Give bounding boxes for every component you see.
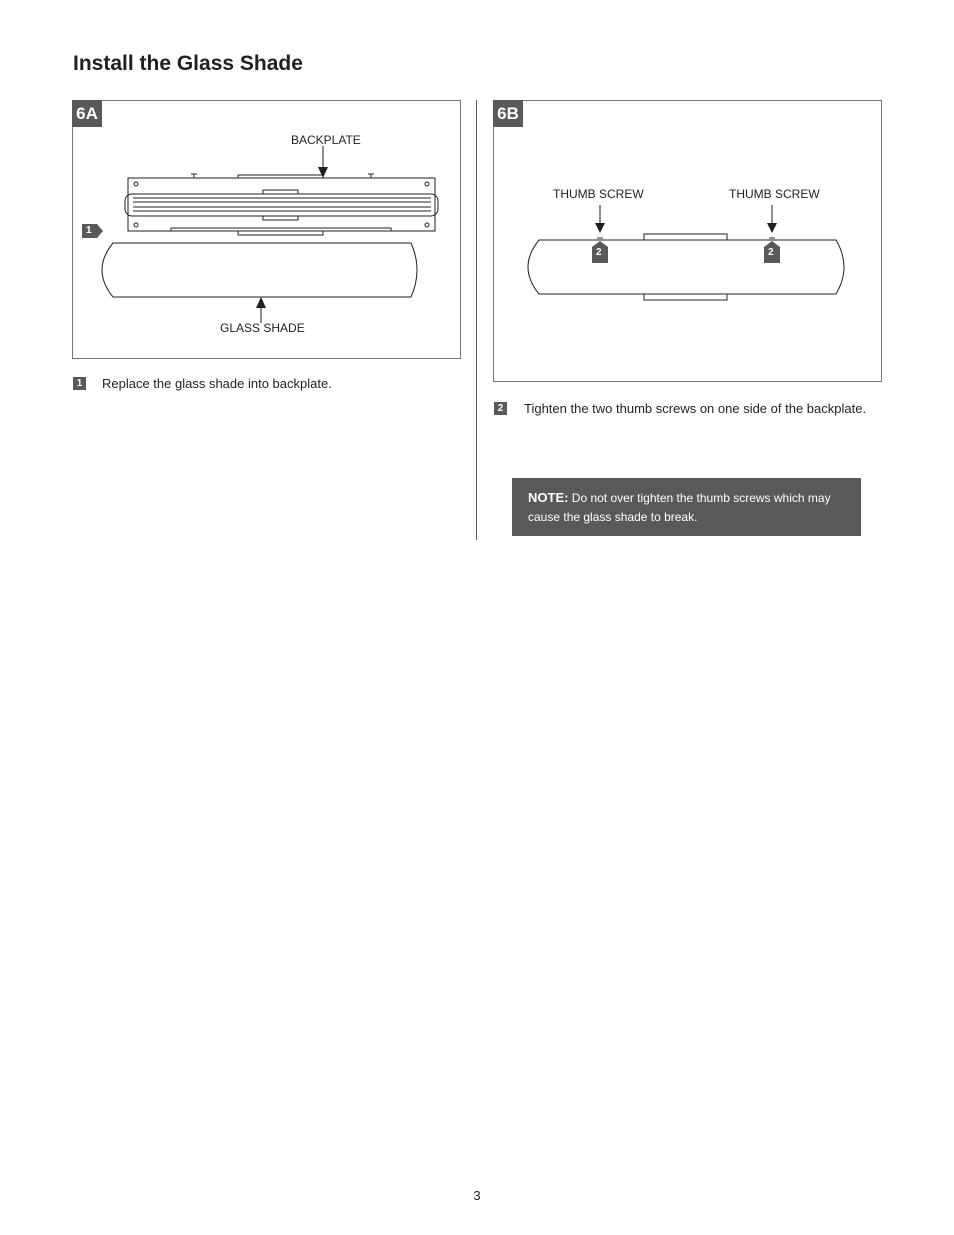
thumb-screw-label-right: THUMB SCREW xyxy=(729,187,820,201)
callout-number-right: 2 xyxy=(768,247,774,258)
note-text: Do not over tighten the thumb screws which may cause the glass shade to break. xyxy=(528,491,831,524)
column-divider xyxy=(476,100,477,540)
step-number-2: 2 xyxy=(494,402,507,415)
figure-tag-6b: 6B xyxy=(493,100,523,127)
note-box xyxy=(512,478,861,536)
figure-tag-6a: 6A xyxy=(72,100,102,127)
thumb-screw-illustration xyxy=(494,101,883,383)
figure-6a xyxy=(72,100,461,359)
backplate-label: BACKPLATE xyxy=(291,133,361,147)
thumb-screw-label-left: THUMB SCREW xyxy=(553,187,644,201)
step-text-1: Replace the glass shade into backplate. xyxy=(102,376,332,391)
callout-number: 1 xyxy=(86,225,92,236)
note-label: NOTE: xyxy=(528,490,569,505)
step-text-2: Tighten the two thumb screws on one side of the backplate. xyxy=(524,401,867,416)
callout-number-left: 2 xyxy=(596,247,602,258)
page-number: 3 xyxy=(473,1188,481,1203)
figure-6b xyxy=(493,100,882,382)
glass-shade-label: GLASS SHADE xyxy=(220,321,305,335)
step-number-1: 1 xyxy=(73,377,86,390)
page-title: Install the Glass Shade xyxy=(73,52,303,75)
